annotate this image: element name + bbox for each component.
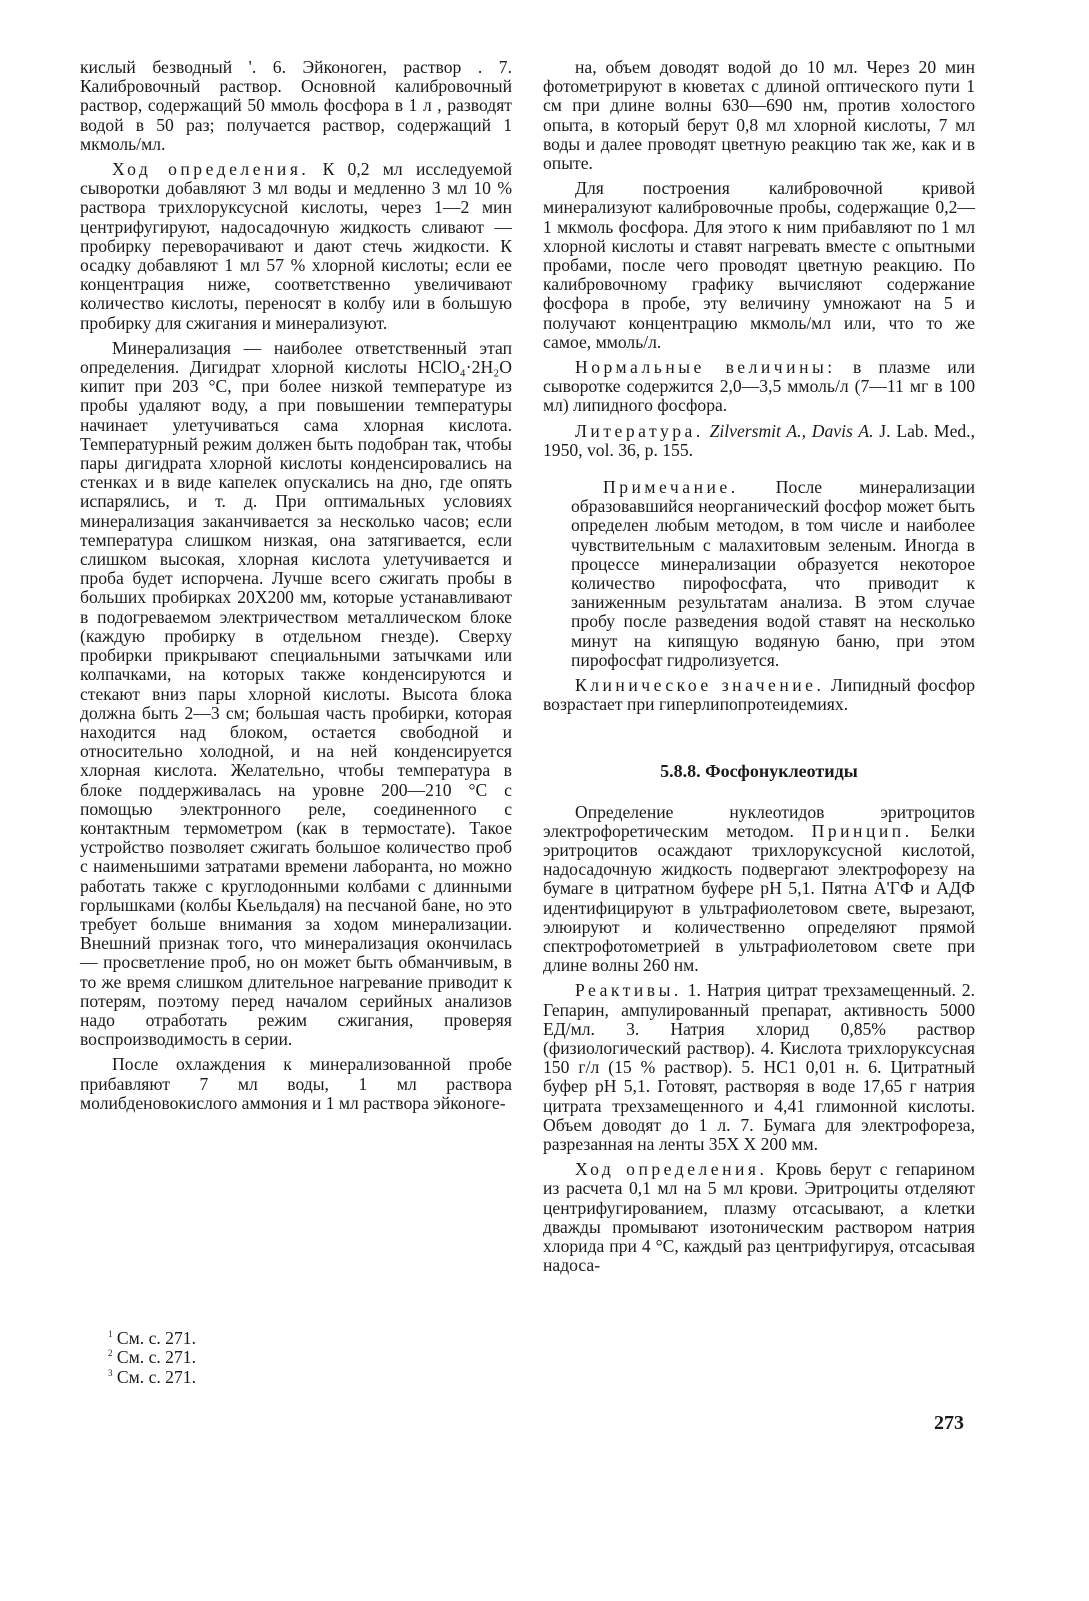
principle-paragraph: Определение нуклеотидов эритроцитов электрофоретическим методом. Принцип. Белки эритроцитов осаждают трихлоруксусной кислотой, надосадочную жидкость подвергают электрофорезу на бумаге в цитратном буфере рН 5,1. Пятна А'ГФ и АДФ идентифицируют в ультрафиолетовом свете, вырезают, элюируют и количественно определяют прямой спектрофотометрией в ультрафиолетовом свете при длине волны 260 нм. bbox=[543, 801, 975, 976]
photometry-paragraph: на, объем доводят водой до 10 мл. Через 20 мин фотометрируют в кюветах с длиной оптического пути 1 см при длине волны 630—690 нм, против холостого опыта, в который берут 0,8 мл хлорной кислоты, 7 мл воды и далее проводят цветную реакцию так же, как и в опыте. bbox=[543, 57, 975, 174]
procedure-2-paragraph: Ход определения. Кровь берут с гепарином из расчета 0,1 мл на 5 мл крови. Эритроциты отделяют центрифугированием, плазму отсасывают, а клетки дважды промывают изотоническим раствором натрия хлорида при 4 °С, каждый раз центрифугируя, отсасывая надоса- bbox=[543, 1159, 975, 1276]
reagents-continued-paragraph: кислый безводный '. 6. Эйконоген, раствор . 7. Калибровочный раствор. Основной калибровочный раствор, содержащий 50 ммоль фосфора в 1 л , разводят водой в 50 раз; получается раствор, содержащий 1 мкмоль/мл. bbox=[80, 57, 512, 154]
right-column bbox=[543, 58, 975, 1275]
procedure-paragraph bbox=[80, 160, 512, 333]
page-number: 273 bbox=[934, 1412, 964, 1434]
procedure-label: Ход определения. bbox=[112, 159, 310, 180]
literature-authors: Zilversmit A., Davis A. bbox=[703, 420, 874, 441]
reagents-label: Реактивы. bbox=[575, 980, 682, 1001]
procedure-2-label: Ход определения. bbox=[575, 1159, 768, 1180]
principle-label: Принцип. bbox=[811, 820, 913, 841]
footnote-1: $^1$ См. с. 271. bbox=[108, 1328, 196, 1348]
mineralization-paragraph: Минерализация — наиболее ответственный этап определения. Дигидрат хлорной кислоты HClO₄·2H₂O кипит при 203 °С, при более низкой температуре из пробы удаляют воду, а при повышении температуры начинает улетучиваться сама хлорная кислота. Температурный режим должен быть подобран так, чтобы пары дигидрата хлорной кислоты конденсировались на стенках и в виде капелек опускались на дно, где опять испарялись, и т. д. При оптимальных условиях минерализация заканчивается за несколько часов; если температура слишком низкая, она затягивается, если слишком высокая, хлорная кислота улетучивается и проба будет испорчена. Лучше всего сжигать пробы в больших пробирках 20Х200 мм, которые устанавливают в подогреваемом электричеством металлическом блоке (каждую пробирку в отдельном гнезде). Сверху пробирки прикрывают специальными затычками или колпачками, на которых также конденсируются и стекают вниз пары хлорной кислоты. Высота блока должна быть 2—3 см; большая часть пробирки, которая находится над блоком, остается свободной и относительно холодной, и на ней конденсируется хлорная кислота. Желательно, чтобы температура в блоке поддерживалась на уровне 200—210 °С с помощью электронного реле, соединенного с контактным термометром (как в термостате). Такое устройство позволяет сжигать большое количество проб с наименьшими затратами времени лаборанта, но можно работать также с круглодонными колбами с длинными горлышками (колбы Кьельдаля) на песчаной бане, но это требует больше внимания за ходом минерализации. Внешний признак того, что минерализация окончилась — просветление проб, но он может быть обманчивым, в то же время слишком длительное нагревание приводит к потерям, поэтому перед началом серийных анализов надо отработать режим сжигания, проверяя воспроизводимость в серии. bbox=[80, 337, 512, 1050]
reagents-paragraph: Реактивы. 1. Натрия цитрат трехзамещенный. 2. Гепарин, ампулированный препарат, активность 5000 ЕД/мл. 3. Натрия хлорид 0,85% раствор (физиологический раствор). 4. Кислота трихлоруксусная 150 г/л (15 % раствор). 5. НС1 0,01 н. 6. Цитратный буфер рН 5,1. Готовят, растворяя в воде 17,65 г натрия цитрата трехзамещенного и 4,41 глимонной кислоты. Объем доводят до 1 л. 7. Бумага для электрофореза, разрезанная на ленты 35Х Х 200 мм. bbox=[543, 980, 975, 1154]
literature-paragraph: Литература. Zilversmit A., Davis A. J. Lab. Med., 1950, vol. 36, p. 155. bbox=[543, 420, 975, 460]
clinical-significance-label: Клиническое значение. bbox=[575, 675, 825, 696]
footnotes bbox=[108, 1329, 196, 1387]
note-label: Примечание. bbox=[603, 477, 739, 498]
note-paragraph: Примечание. После минерализации образовавшийся неорганический фосфор может быть определен любым методом, в том числе и наиболее чувствительным с малахитовым зеленым. Иногда в процессе минерализации образуется некоторое количество пирофосфата, что приводит к заниженным результатам анализа. В этом случае пробу после разведения водой ставят на несколько минут на кипящую водяную баню, при этом пирофосфат гидролизуется. bbox=[571, 477, 975, 670]
calibration-paragraph: Для построения калибровочной кривой минерализуют калибровочные пробы, содержащие 0,2—1 мкмоль фосфора. Для этого к ним прибавляют по 1 мл хлорной кислоты и ставят нагревать вместе с опытными пробами, после чего проводят цветную реакцию. По калибровочному графику вычисляют содержание фосфора в пробе, эту величину умножают на 5 и получают концентрацию мкмоль/мл или, что то же самое, ммоль/л. bbox=[543, 178, 975, 352]
section-heading: 5.8.8. Фосфонуклеотиды bbox=[660, 760, 858, 781]
footnote-3: $^3$ См. с. 271. bbox=[108, 1366, 196, 1387]
normal-values-paragraph: Нормальные величины: в плазме или сыворотке содержится 2,0—3,5 ммоль/л (7—11 мг в 100 мл) липидного фосфора. bbox=[543, 357, 975, 416]
procedure-text: К 0,2 мл исследуемой сыворотки добавляют 3 мл воды и медленно 3 мл 10 % раствора трихлоруксусной кислоты, через 1—2 мин центрифугируют, надосадочную жидкость сливают — пробирку переворачивают и дают стечь жидкости. К осадку добавляют 1 мл 57 % хлорной кислоты; если ее концентрация ниже, соответственно увеличивают количество кислоты, переносят в колбу или в большую пробирку для сжигания и минерализуют. bbox=[80, 159, 513, 333]
normal-values-label: Нормальные величины: bbox=[575, 357, 836, 378]
footnote-2: $^2$ См. с. 271. bbox=[108, 1347, 196, 1368]
literature-label: Литература. bbox=[575, 420, 704, 441]
after-cooling-paragraph: После охлаждения к минерализованной пробе прибавляют 7 мл воды, 1 мл раствора молибденовокислого аммония и 1 мл раствора эйконоге- bbox=[80, 1054, 512, 1113]
clinical-significance-paragraph: Клиническое значение. Липидный фосфор возрастает при гиперлипопротеидемиях. bbox=[543, 675, 975, 715]
left-column bbox=[80, 58, 512, 1113]
